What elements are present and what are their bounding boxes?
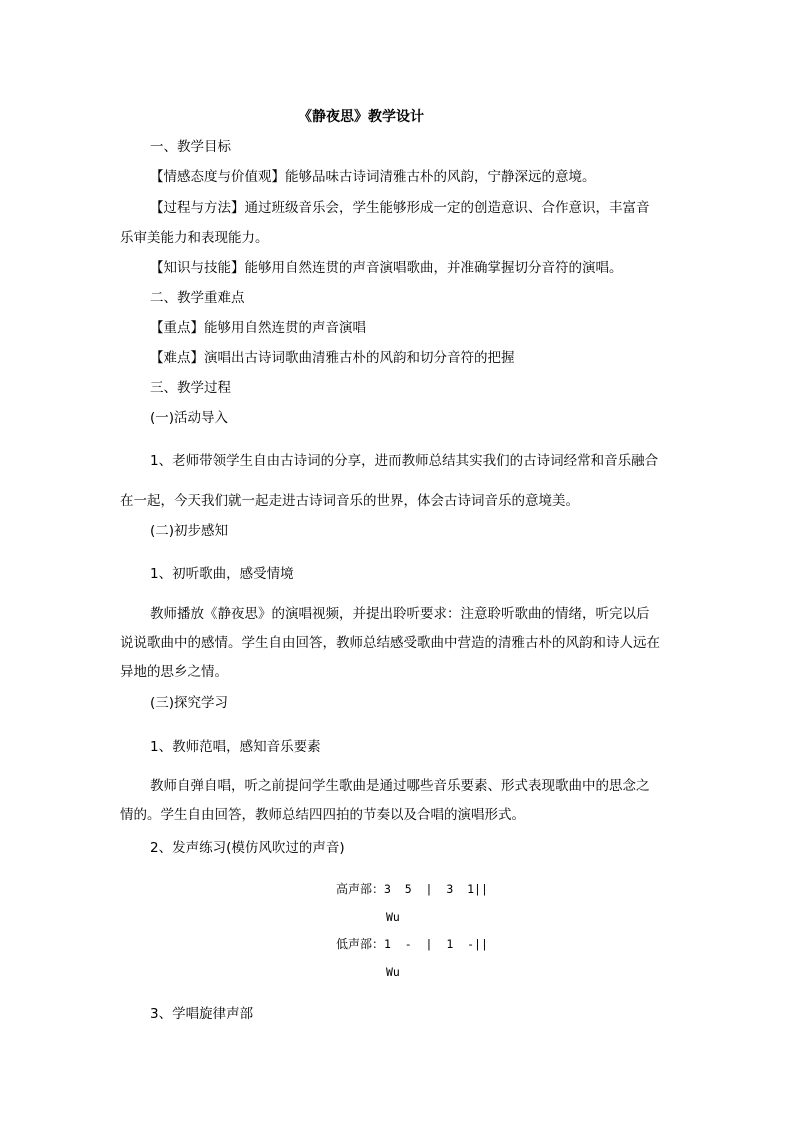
part3-para-line1: 教师自弹自唱，听之前提问学生歌曲是通过哪些音乐要素、形式表现歌曲中的思念之: [150, 778, 650, 794]
part2-heading: (二)初步感知: [150, 523, 229, 539]
key-point: 【重点】能够用自然连贯的声音演唱: [150, 320, 366, 336]
section-heading-goals: 一、教学目标: [150, 139, 231, 155]
high-voice-row: [336, 880, 488, 898]
part1-heading: (一)活动导入: [150, 410, 229, 426]
goal-process-line2: 乐审美能力和表现能力。: [120, 230, 269, 246]
low-voice-row: [336, 935, 488, 953]
section-heading-process: 三、教学过程: [150, 380, 231, 396]
part2-para-line1: 教师播放《静夜思》的演唱视频，并提出聆听要求：注意聆听歌曲的情绪，听完以后: [150, 606, 650, 622]
part2-para-line3: 异地的思乡之情。: [120, 664, 228, 680]
high-voice-lyric: Wu: [386, 910, 400, 924]
part2-item1: 1、初听歌曲，感受情境: [150, 566, 294, 582]
low-voice-notes: 1 - | 1 -||: [384, 937, 488, 951]
high-voice-label: 高声部：: [336, 882, 385, 896]
high-voice-notes: 3 5 | 3 1||: [384, 882, 488, 896]
part3-para-line2: 情的。学生自由回答，教师总结四四拍的节奏以及合唱的演唱形式。: [120, 807, 525, 823]
part3-heading: (三)探究学习: [150, 695, 229, 711]
low-voice-label: 低声部：: [336, 937, 385, 951]
difficult-point: 【难点】演唱出古诗词歌曲清雅古朴的风韵和切分音符的把握: [150, 350, 515, 366]
low-voice-lyric: Wu: [386, 965, 400, 979]
part3-item2: 2、发声练习(模仿风吹过的声音): [150, 840, 345, 856]
goal-emotion: 【情感态度与价值观】能够品味古诗词清雅古朴的风韵，宁静深远的意境。: [150, 169, 596, 185]
section-heading-keypoints: 二、教学重难点: [150, 290, 245, 306]
part3-item3: 3、学唱旋律声部: [150, 1006, 254, 1022]
goal-knowledge: 【知识与技能】能够用自然连贯的声音演唱歌曲，并准确掌握切分音符的演唱。: [150, 260, 623, 276]
part1-item1-line1: 1、老师带领学生自由古诗词的分享，进而教师总结其实我们的古诗词经常和音乐融合: [150, 453, 659, 469]
part2-para-line2: 说说歌曲中的感情。学生自由回答，教师总结感受歌曲中营造的清雅古朴的风韵和诗人远在: [120, 635, 660, 651]
part1-item1-line2: 在一起，今天我们就一起走进古诗词音乐的世界，体会古诗词音乐的意境美。: [120, 493, 579, 509]
document-title: 《静夜思》教学设计: [298, 109, 424, 125]
part3-item1: 1、教师范唱，感知音乐要素: [150, 739, 321, 755]
goal-process-line1: 【过程与方法】通过班级音乐会，学生能够形成一定的创造意识、合作意识，丰富音: [150, 200, 650, 216]
